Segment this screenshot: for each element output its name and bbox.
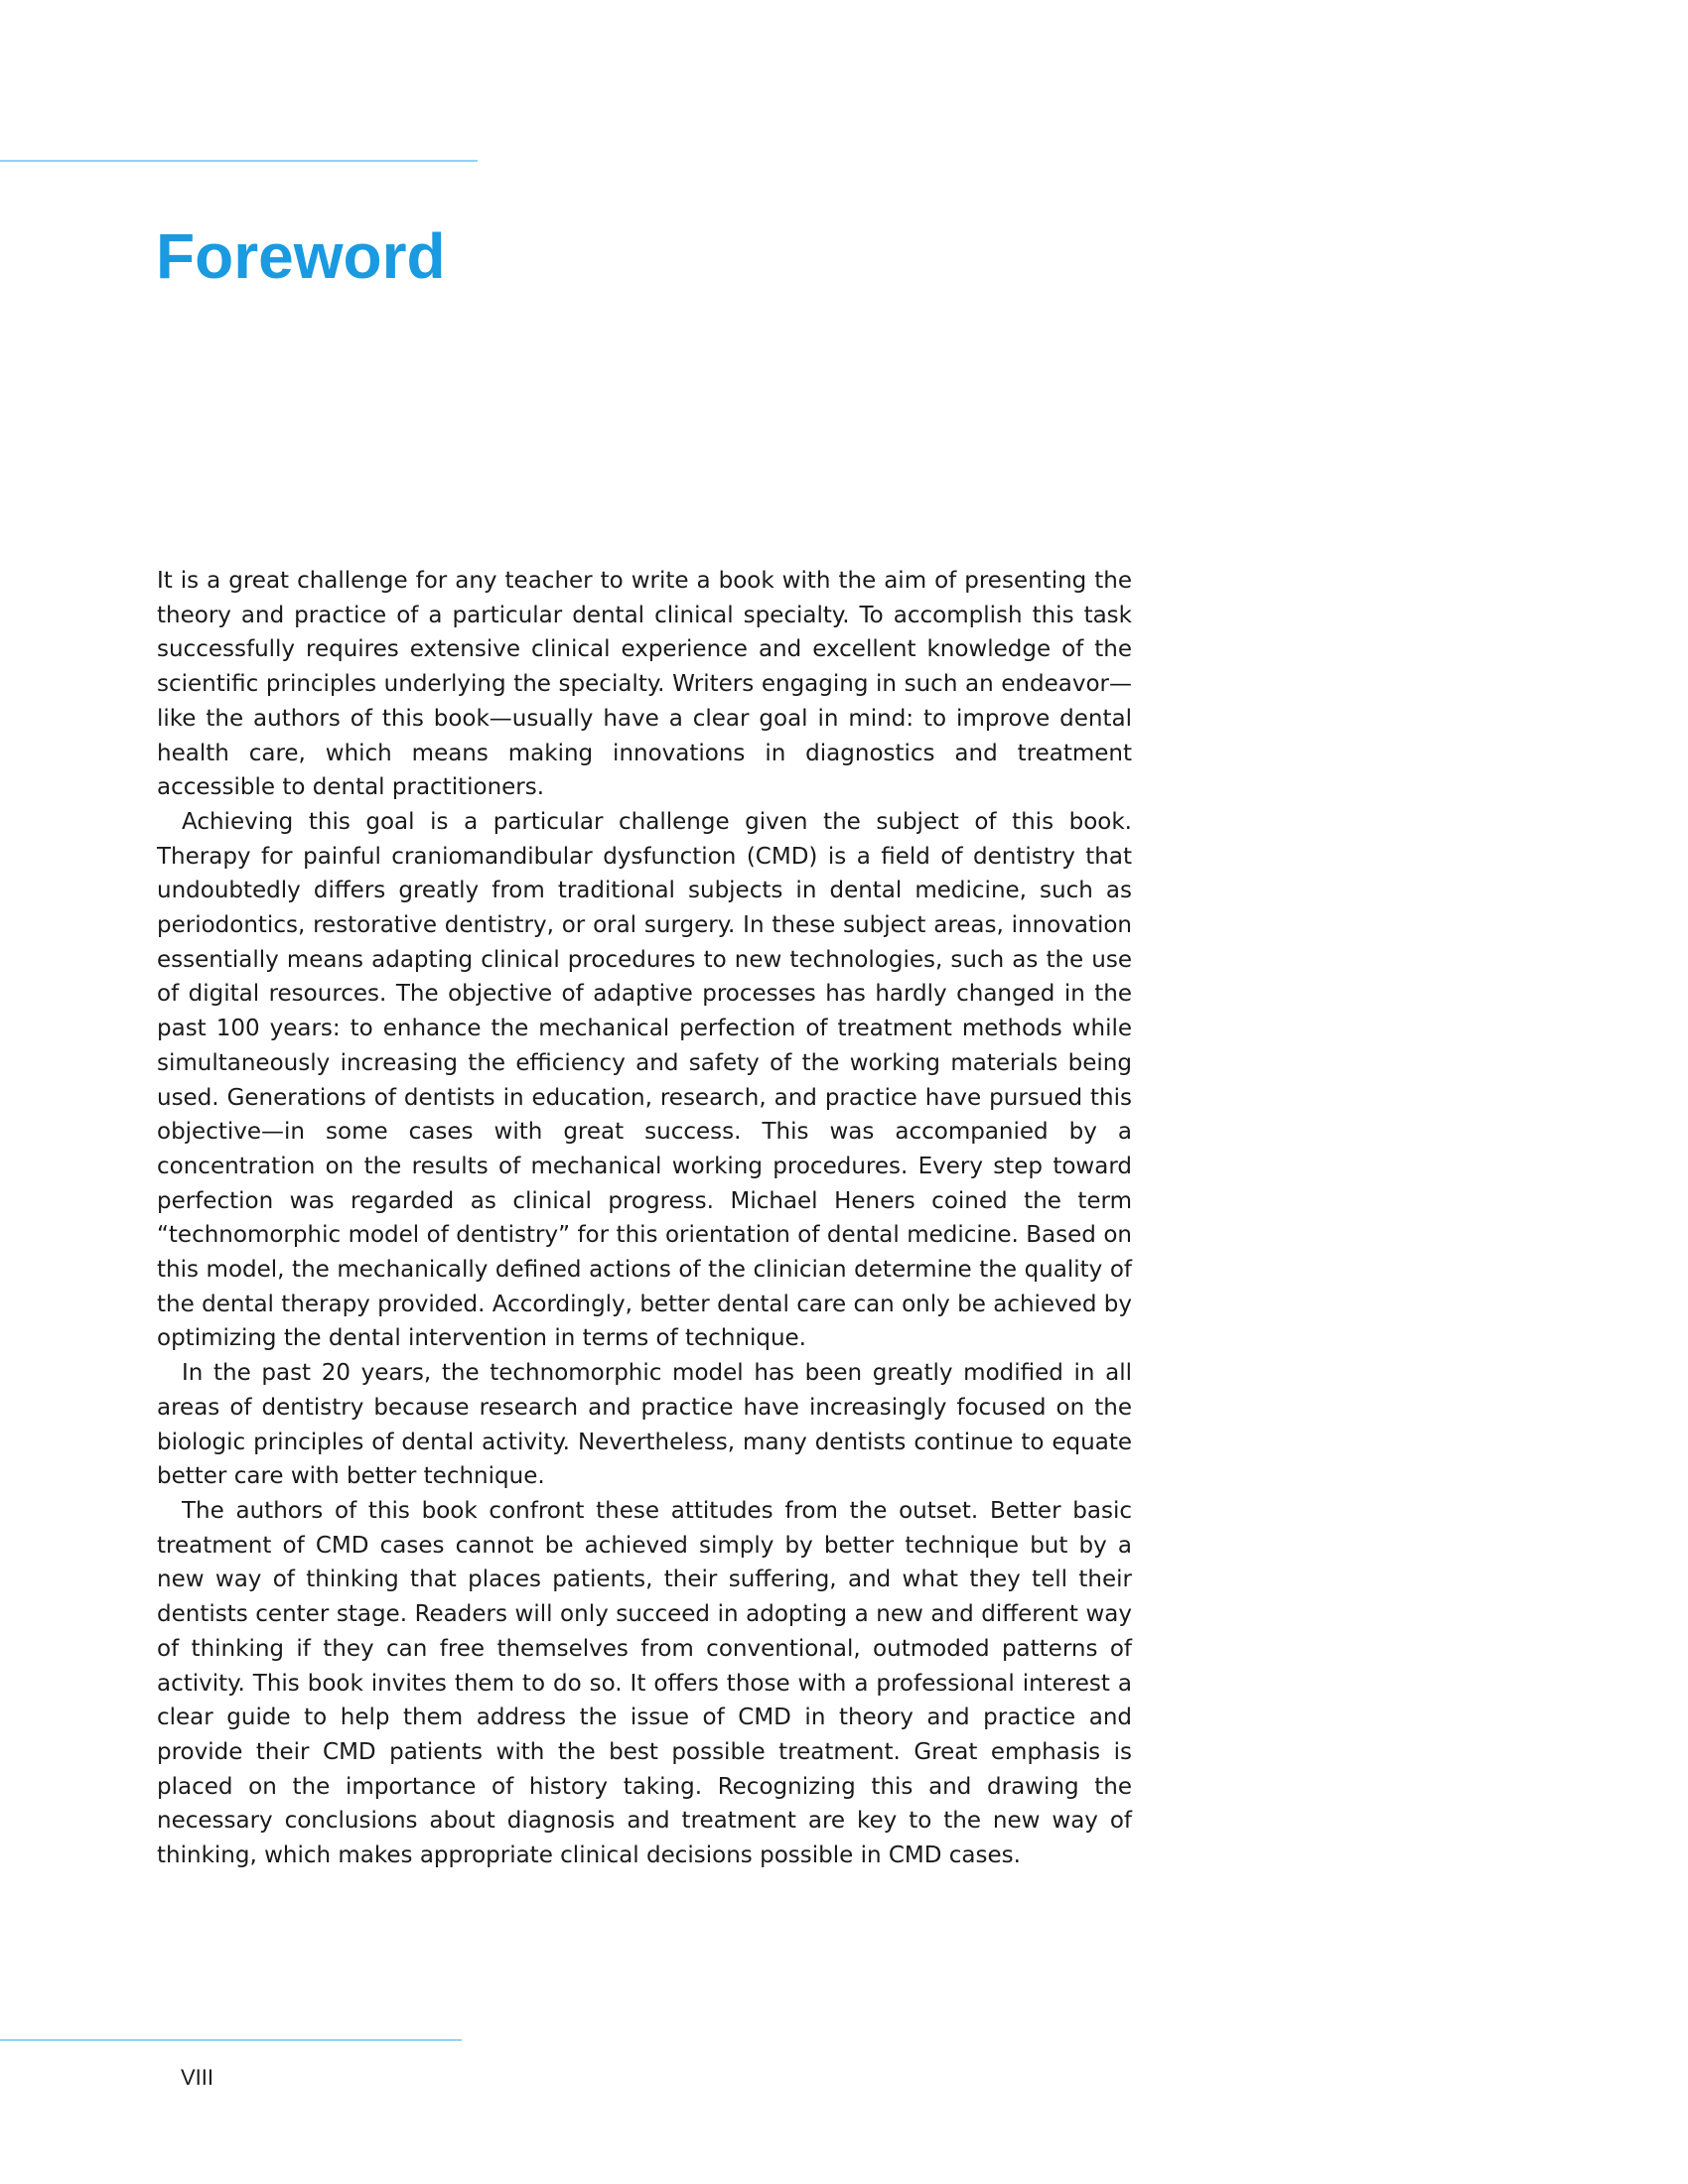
top-rule (0, 160, 478, 162)
paragraph-3: In the past 20 years, the technomorphic model has been greatly modified in all areas of dentistry because research and practice have increasingly focused on the biologic principles of dental activity. Nevertheless, many dentists continue to equate better care with better technique. (157, 1360, 1132, 1490)
page-title: Foreword (156, 220, 446, 292)
paragraph-1: It is a great challenge for any teacher to write a book with the aim of presenting the theory and practice of a particular dental clinical specialty. To accomplish this task successfully requires extensive clinical experience and excellent knowledge of the scientific principles underlying the specialty. Writers engaging in such an endeavor—like the authors of this book—usually have a clear goal in mind: to improve dental health care, which means making innovations in diagnostics and treatment accessible to dental practitioners. (157, 568, 1132, 801)
page-number: VIII (181, 2065, 214, 2090)
paragraph-4: The authors of this book confront these attitudes from the outset. Better basic treatment of CMD cases cannot be achieved simply by better technique but by a new way of thinking that places patients, their suffering, and what they tell their dentists center stage. Readers will only succeed in adopting a new and different way of thinking if they can free themselves from conventional, outmoded patterns of activity. This book invites them to do so. It offers those with a professional interest a clear guide to help them address the issue of CMD in theory and practice and provide their CMD patients with the best possible treatment. Great emphasis is placed on the importance of history taking. Recognizing this and drawing the necessary conclusions about diagnosis and treatment are key to the new way of thinking, which makes appropriate clinical decisions possible in CMD cases. (157, 1497, 1132, 1869)
paragraph-2: Achieving this goal is a particular challenge given the subject of this book. Therapy for painful craniomandibular dysfunction (CMD) is a field of dentistry that undoubtedly differs greatly from traditional subjects in dental medicine, such as periodontics, restorative dentistry, or oral surgery. In these subject areas, innovation essentially means adapting clinical procedures to new technologies, such as the use of digital resources. The objective of adaptive processes has hardly changed in the past 100 years: to enhance the mechanical perfection of treatment methods while simultaneously increasing the efficiency and safety of the working materials being used. Generations of dentists in education, research, and practice have pursued this objective—in some cases with great success. This was accompanied by a concentration on the results of mechanical working procedures. Every step toward perfection was regarded as clinical progress. Michael Heners coined the term “technomorphic model of dentistry” for this orientation of dental medicine. Based on this model, the mechanically defined actions of the clinician determine the quality of the dental therapy provided. Accordingly, better dental care can only be achieved by optimizing the dental intervention in terms of technique. (157, 808, 1132, 1352)
body-text (157, 564, 1132, 1873)
bottom-rule (0, 2039, 462, 2041)
